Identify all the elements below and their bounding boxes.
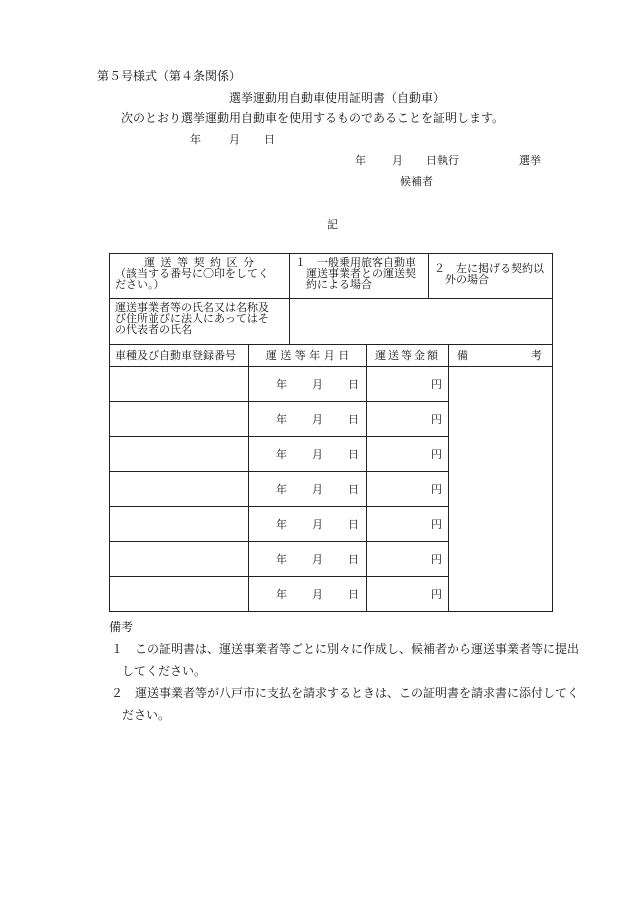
table-row bbox=[110, 437, 553, 472]
remarks-cell[interactable] bbox=[449, 577, 553, 612]
certification-statement: 次のとおり選挙運動用自動車を使用するものであることを証明します。 bbox=[121, 111, 505, 125]
election-label: 選挙 bbox=[519, 154, 541, 167]
remarks-cell[interactable] bbox=[449, 507, 553, 542]
carrier-label: 運送事業者等の氏名又は名称及 び住所並びに法人にあってはそ の代表者の氏名 bbox=[110, 299, 290, 345]
remarks-cell[interactable] bbox=[449, 367, 553, 402]
carrier-name-field[interactable] bbox=[290, 299, 553, 345]
amount-cell[interactable]: 円 bbox=[367, 402, 449, 437]
table-row bbox=[110, 542, 553, 577]
table-row bbox=[110, 507, 553, 542]
note-1-line-2: してください。 bbox=[122, 664, 207, 678]
vehicle-cell[interactable] bbox=[110, 437, 249, 472]
date-cell[interactable]: 年 月 日 bbox=[249, 402, 367, 437]
notes-heading: 備考 bbox=[109, 620, 134, 634]
remarks-cell[interactable] bbox=[449, 472, 553, 507]
contract-option-1[interactable]: １ 一般乗用旅客自動車 運送事業者との運送契 約による場合 bbox=[290, 254, 429, 299]
amount-cell[interactable]: 円 bbox=[367, 472, 449, 507]
date-cell[interactable]: 年 月 日 bbox=[249, 472, 367, 507]
amount-cell[interactable]: 円 bbox=[367, 367, 449, 402]
remarks-cell[interactable] bbox=[449, 402, 553, 437]
vehicle-cell[interactable] bbox=[110, 472, 249, 507]
date-cell[interactable]: 年 月 日 bbox=[249, 542, 367, 577]
table-row bbox=[110, 367, 553, 402]
date-cell[interactable]: 年 月 日 bbox=[249, 367, 367, 402]
col-remarks-header: 備 考 bbox=[449, 345, 553, 367]
date-cell[interactable]: 年 月 日 bbox=[249, 437, 367, 472]
election-year: 年 bbox=[355, 154, 366, 167]
ki-label: 記 bbox=[327, 218, 338, 231]
vehicle-cell[interactable] bbox=[110, 402, 249, 437]
note-1-line-1: １ この証明書は、運送事業者等ごとに別々に作成し、候補者から運送事業者等に提出 bbox=[111, 642, 580, 656]
remarks-cell[interactable] bbox=[449, 437, 553, 472]
date-cell[interactable]: 年 月 日 bbox=[249, 577, 367, 612]
vehicle-cell[interactable] bbox=[110, 542, 249, 577]
note-2-line-1: ２ 運送事業者等が八戸市に支払を請求するときは、この証明書を請求書に添付してく bbox=[111, 686, 580, 700]
contract-type-label: 運 送 等 契 約 区 分 （該当する番号に〇印をしてく ださい。） bbox=[110, 254, 290, 299]
contract-option-2[interactable]: ２ 左に掲げる契約以 外の場合 bbox=[429, 254, 553, 299]
table-row bbox=[110, 402, 553, 437]
vehicle-cell[interactable] bbox=[110, 507, 249, 542]
vehicle-cell[interactable] bbox=[110, 577, 249, 612]
note-2-line-2: ださい。 bbox=[122, 708, 171, 722]
form-title: 選挙運動用自動車使用証明書（自動車） bbox=[229, 91, 446, 105]
date-day: 日 bbox=[264, 133, 275, 146]
remarks-cell[interactable] bbox=[449, 542, 553, 577]
election-month: 月 bbox=[392, 154, 403, 167]
table-row bbox=[110, 472, 553, 507]
col-vehicle-header: 車種及び自動車登録番号 bbox=[110, 345, 249, 367]
amount-cell[interactable]: 円 bbox=[367, 507, 449, 542]
vehicle-cell[interactable] bbox=[110, 367, 249, 402]
amount-cell[interactable]: 円 bbox=[367, 577, 449, 612]
col-date-header: 運 送 等 年 月 日 bbox=[249, 345, 367, 367]
form-number: 第５号様式（第４条関係） bbox=[97, 69, 242, 83]
date-year: 年 bbox=[190, 133, 201, 146]
transport-table bbox=[109, 253, 553, 612]
amount-cell[interactable]: 円 bbox=[367, 437, 449, 472]
candidate-label: 候補者 bbox=[400, 175, 433, 188]
date-month: 月 bbox=[229, 133, 240, 146]
col-amount-header: 運送等金額 bbox=[367, 345, 449, 367]
date-cell[interactable]: 年 月 日 bbox=[249, 507, 367, 542]
amount-cell[interactable]: 円 bbox=[367, 542, 449, 577]
table-row bbox=[110, 577, 553, 612]
election-day-exec: 日執行 bbox=[426, 154, 459, 167]
